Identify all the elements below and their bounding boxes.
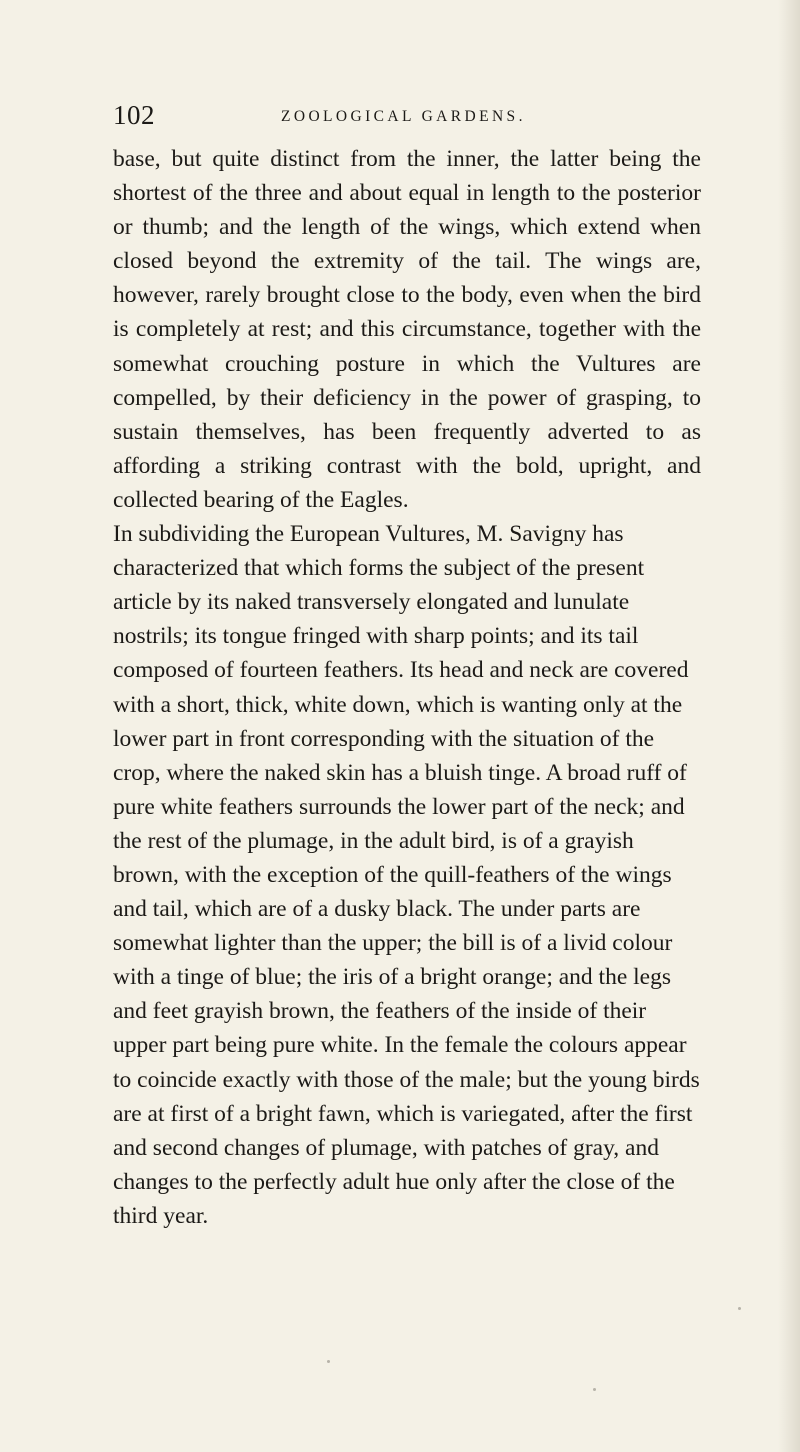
paper-speck: [593, 1388, 596, 1391]
page-edge-shadow: [778, 0, 800, 1452]
body-text: [113, 142, 701, 1233]
paragraph-2: In subdividing the European Vultures, M. Savigny has characterized that which forms the subject of the present article by its naked transversely elongated and lunulate nostrils; its tongue fringed with sharp points; and its tail composed of fourteen feathers. Its head and neck are covered with a short, thick, white down, which is wanting only at the lower part in front corresponding with the situation of the crop, where the naked skin has a bluish tinge. A broad ruff of pure white feathers surrounds the lower part of the neck; and the rest of the plumage, in the adult bird, is of a grayish brown, with the exception of the quill-feathers of the wings and tail, which are of a dusky black. The under parts are somewhat lighter than the upper; the bill is of a livid colour with a tinge of blue; the iris of a bright orange; and the legs and feet grayish brown, the feathers of the inside of their upper part being pure white. In the female the colours appear to coincide exactly with those of the male; but the young birds are at first of a bright fawn, which is variegated, after the first and second changes of plumage, with patches of gray, and changes to the perfectly adult hue only after the close of the third year.: [113, 521, 700, 1229]
page-header: [113, 100, 703, 134]
running-head: ZOOLOGICAL GARDENS.: [281, 108, 526, 125]
paper-speck: [738, 1307, 741, 1310]
paper-speck: [327, 1360, 330, 1363]
page-number: 102: [113, 100, 155, 130]
paragraph-1: base, but quite distinct from the inner, the latter being the shortest of the three and about equal in length to the posterior or thumb; and the length of the wings, which extend when closed beyond the extremity of the tail. The wings are, however, rarely brought close to the body, even when the bird is completely at rest; and this circumstance, together with the somewhat crouching posture in which the Vultures are compelled, by their deficiency in the power of grasping, to sustain themselves, has been frequently adverted to as affording a striking contrast with the bold, upright, and collected bearing of the Eagles.: [113, 146, 701, 513]
